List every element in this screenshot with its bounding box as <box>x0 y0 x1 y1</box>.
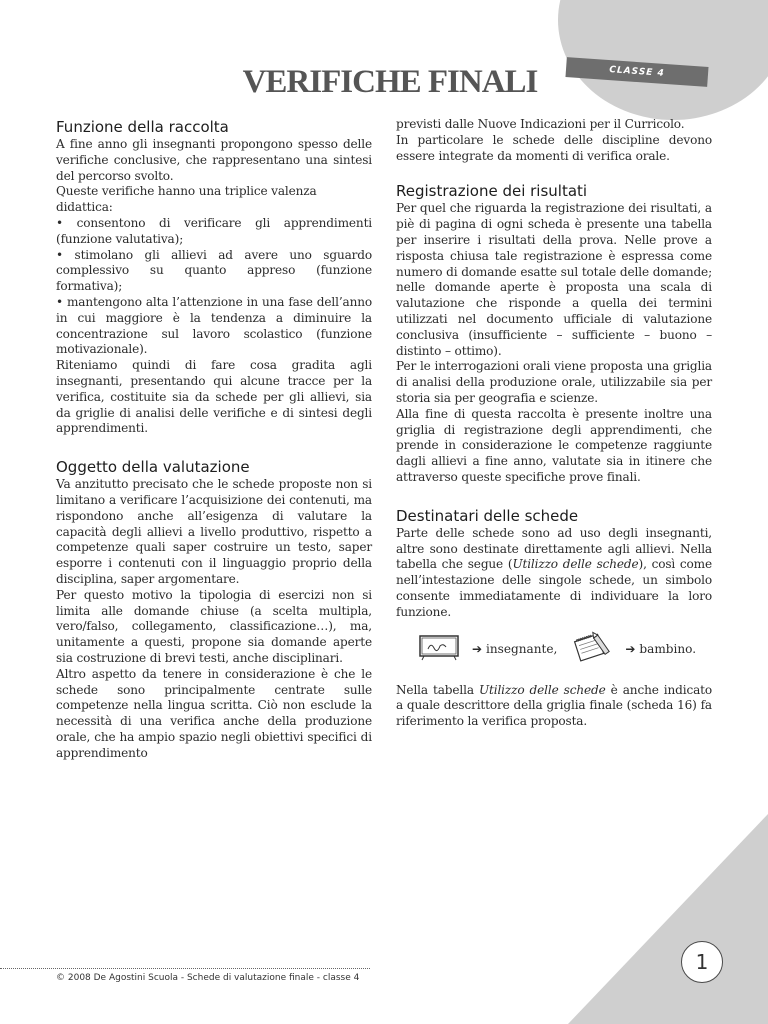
section-heading-oggetto: Oggetto della valutazione <box>56 458 250 477</box>
paragraph: Alla fine di questa raccolta è presente inoltre una griglia di registrazione degli apprendimenti, che prende in considerazione le competenze raggiunte dagli allievi a fine anno, valutate sia in itinere che attraverso queste specifiche prove finali. <box>396 406 712 484</box>
class-badge: CLASSE 4 <box>565 57 708 87</box>
notepad-pencil-icon <box>571 629 615 668</box>
list-item: • consentono di verificare gli apprendimenti (funzione valutativa); <box>56 215 372 246</box>
page-number: 1 <box>681 941 723 983</box>
child-label: ➔ bambino. <box>625 641 697 656</box>
paragraph: Per quel che riguarda la registrazione dei risultati, a piè di pagina di ogni scheda è presente una tabella per inserire i risultati della prova. Nelle prove a risposta chiusa tale registrazione è espressa come numero di domande esatte sul totale delle domande; nelle domande aperte è proposta una scala di valutazione che risponde a quella dei termini utilizzati nel documento ufficiale di valutazione conclusiva (insufficiente – sufficiente – buono – distinto – ottimo). <box>396 201 712 358</box>
blackboard-icon <box>418 633 462 664</box>
paragraph: Queste verifiche hanno una triplice valenza didattica: <box>56 184 317 215</box>
paragraph: previsti dalle Nuove Indicazioni per il Curricolo. <box>396 117 685 131</box>
teacher-label: ➔ insegnante, <box>472 641 558 656</box>
corner-decoration-bottom <box>568 814 768 1024</box>
footer-divider <box>0 968 370 969</box>
paragraph: Nella tabella Utilizzo delle schede è anche indicato a quale descrittore della griglia finale (scheda 16) fa riferimento la verifica proposta. <box>396 682 712 729</box>
left-column <box>56 118 372 761</box>
list-item: • mantengono alta l’attenzione in una fase dell’anno in cui maggiore è la tendenza a diminuire la concentrazione sul lavoro scolastico (funzione motivazionale). <box>56 294 372 357</box>
paragraph: Parte delle schede sono ad uso degli insegnanti, altre sono destinate direttamente agli allievi. Nella tabella che segue (Utilizzo delle schede), così come nell’intestazione delle singole schede, un simbolo consente immediatamente di individuare la loro funzione. <box>396 525 712 619</box>
footer-copyright: © 2008 De Agostini Scuola - Schede di valutazione finale - classe 4 <box>56 973 360 983</box>
legend-icons <box>418 629 712 669</box>
paragraph: Altro aspetto da tenere in considerazione è che le schede sono principalmente centrate sulle competenze nella lingua scritta. Ciò non esclude la necessità di una verifica anche della produzione orale, che ha ampio spazio negli obiettivi specifici di apprendimento <box>56 666 372 760</box>
paragraph: Per questo motivo la tipologia di esercizi non si limita alle domande chiuse (a scelta multipla, vero/falso, collegamento, classificazione…), ma, unitamente a questi, propone sia domande aperte sia costruzione di brevi testi, anche disciplinari. <box>56 587 372 665</box>
list-item: • stimolano gli allievi ad avere uno sguardo complessivo su quanto appreso (funzione formativa); <box>56 247 372 294</box>
page-title: VERIFICHE FINALI <box>242 64 538 100</box>
paragraph: Per le interrogazioni orali viene proposta una griglia di analisi della produzione orale, utilizzabile sia per storia sia per geografia e scienze. <box>396 359 712 405</box>
section-heading-funzione: Funzione della raccolta <box>56 118 229 136</box>
section-heading-destinatari: Destinatari delle schede <box>396 506 579 525</box>
paragraph: A fine anno gli insegnanti propongono spesso delle verifiche conclusive, che rappresentano una sintesi del percorso svolto. <box>56 137 372 183</box>
paragraph: In particolare le schede delle discipline devono essere integrate da momenti di verifica orale. <box>396 132 712 163</box>
section-heading-registrazione: Registrazione dei risultati <box>396 182 588 201</box>
paragraph: Va anzitutto precisato che le schede proposte non si limitano a verificare l’acquisizione dei contenuti, ma rispondono anche all’esigenza di valutare la capacità degli allievi a livello produttivo, rispetto a competenze quali saper costruire un testo, saper esporre i contenuti con il linguaggio proprio della disciplina, saper argomentare. <box>56 477 372 586</box>
paragraph: Riteniamo quindi di fare cosa gradita agli insegnanti, presentando qui alcune tracce per la verifica, costituite sia da schede per gli allievi, sia da griglie di analisi delle verifiche e di sintesi degli apprendimenti. <box>56 358 372 436</box>
right-column <box>396 117 712 730</box>
